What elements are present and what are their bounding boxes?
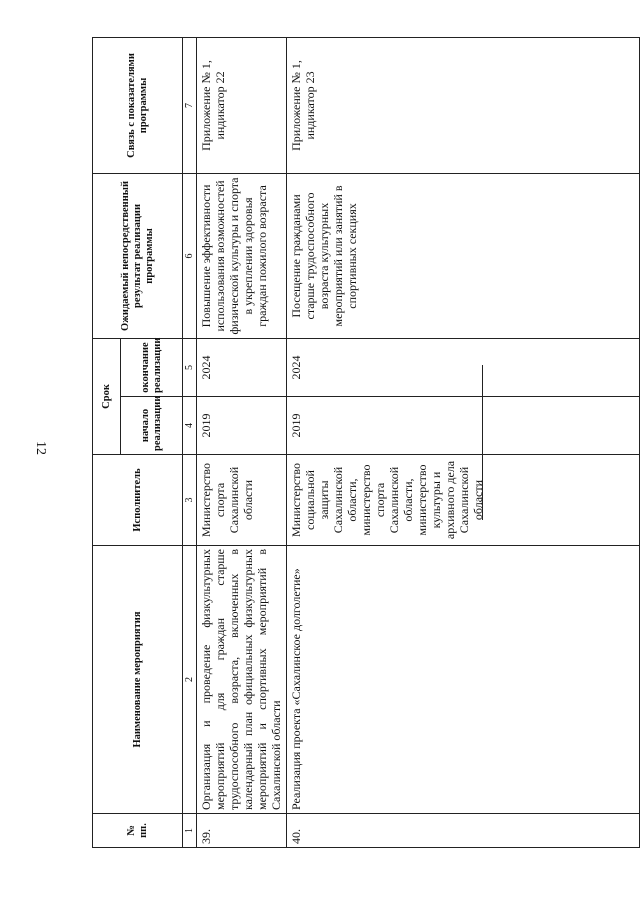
column-number: 4 (183, 397, 197, 455)
table-row (287, 37, 640, 847)
measure-name: Организация и проведение физкультурных мероприятий для граждан старше трудоспособного возраста, включенных в календарный план официальных физкультурных мероприятий и спортивных мероприятий в Сахалинской области (197, 546, 287, 814)
column-number: 6 (183, 173, 197, 338)
measure-executor: Министерство социальной защиты Сахалинской области, министерство спорта Сахалинской области, министерство культуры и архивного дела Сахалинской области (287, 455, 640, 546)
header-link: Связь с показателями программы (93, 37, 183, 173)
program-link: Приложение № 1, индикатор 23 (287, 37, 640, 173)
measures-table (92, 37, 640, 848)
expected-result: Посещение гражданами старше трудоспособного возраста культурных мероприятий или занятий в спортивных секциях (287, 173, 640, 338)
header-result: Ожидаемый непосредственный результат реализации программы (93, 173, 183, 338)
start-year: 2019 (287, 397, 640, 455)
row-number: 39. (197, 814, 287, 848)
column-numbers-row (183, 37, 197, 847)
end-year: 2024 (197, 338, 287, 396)
measure-executor: Министерство спорта Сахалинской области (197, 455, 287, 546)
column-number: 3 (183, 455, 197, 546)
row-number: 40. (287, 814, 640, 848)
program-link: Приложение № 1, индикатор 22 (197, 37, 287, 173)
end-year: 2024 (287, 338, 640, 396)
measure-name: Реализация проекта «Сахалинское долголетие» (287, 546, 640, 814)
column-number: 5 (183, 338, 197, 396)
column-number: 1 (183, 814, 197, 848)
table-row (197, 37, 287, 847)
page-number: 12 (33, 441, 48, 455)
header-start: начало реализации (121, 397, 183, 455)
header-name: Наименование мероприятия (93, 546, 183, 814)
column-number: 7 (183, 37, 197, 173)
rotated-table-container (92, 38, 640, 848)
header-term: Срок (93, 338, 121, 454)
header-num: № пп. (93, 814, 183, 848)
start-year: 2019 (197, 397, 287, 455)
column-number: 2 (183, 546, 197, 814)
header-end: окончание реализации (121, 338, 183, 396)
expected-result: Повышение эффективности использования возможностей физической культуры и спорта в укреплении здоровья граждан пожилого возраста (197, 173, 287, 338)
header-executor: Исполнитель (93, 455, 183, 546)
